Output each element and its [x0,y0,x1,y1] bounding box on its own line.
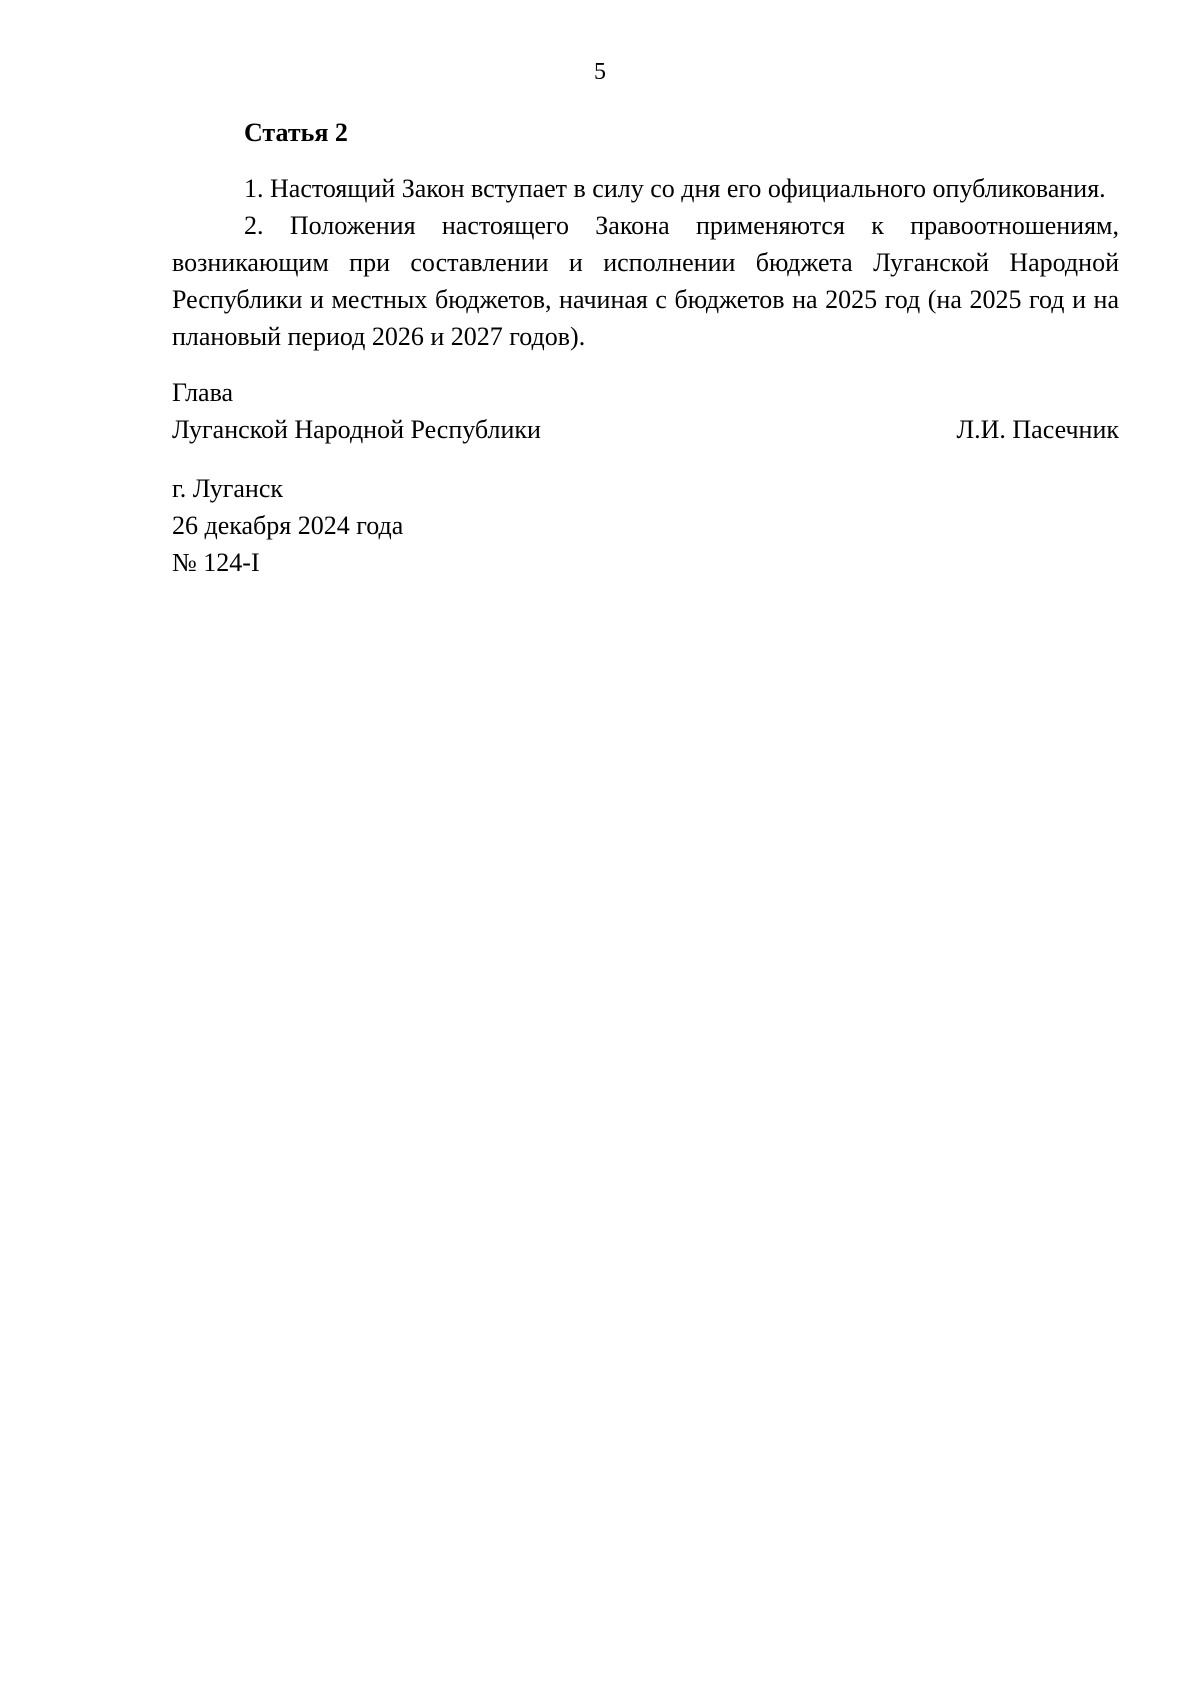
article-paragraph-1: 1. Настоящий Закон вступает в силу со дня его официального опубликования. [244,174,1106,203]
signer-title-line-1: Глава [172,378,234,407]
signer-name: Л.И. Пасечник [956,415,1119,444]
place-date-block [172,470,1119,581]
article-heading: Статья 2 [244,118,348,147]
page-number: 5 [594,59,606,85]
law-number: № 124-I [172,548,260,577]
signature-block [172,374,1119,448]
law-date: 26 декабря 2024 года [172,511,404,540]
signer-title-line-2: Луганской Народной Республики [172,415,541,444]
city: г. Луганск [172,474,284,503]
signature-line [172,411,1119,448]
article-paragraph-2: 2. Положения настоящего Закона применяются к правоотношениям, возникающим при составлении и исполнении бюджета Луганской Народной Республики и местных бюджетов, начиная с бюджетов на 2025 год (на 2025 год и на плановый период 2026 и 2027 годов). [172,211,1119,351]
document-body [172,114,1119,581]
